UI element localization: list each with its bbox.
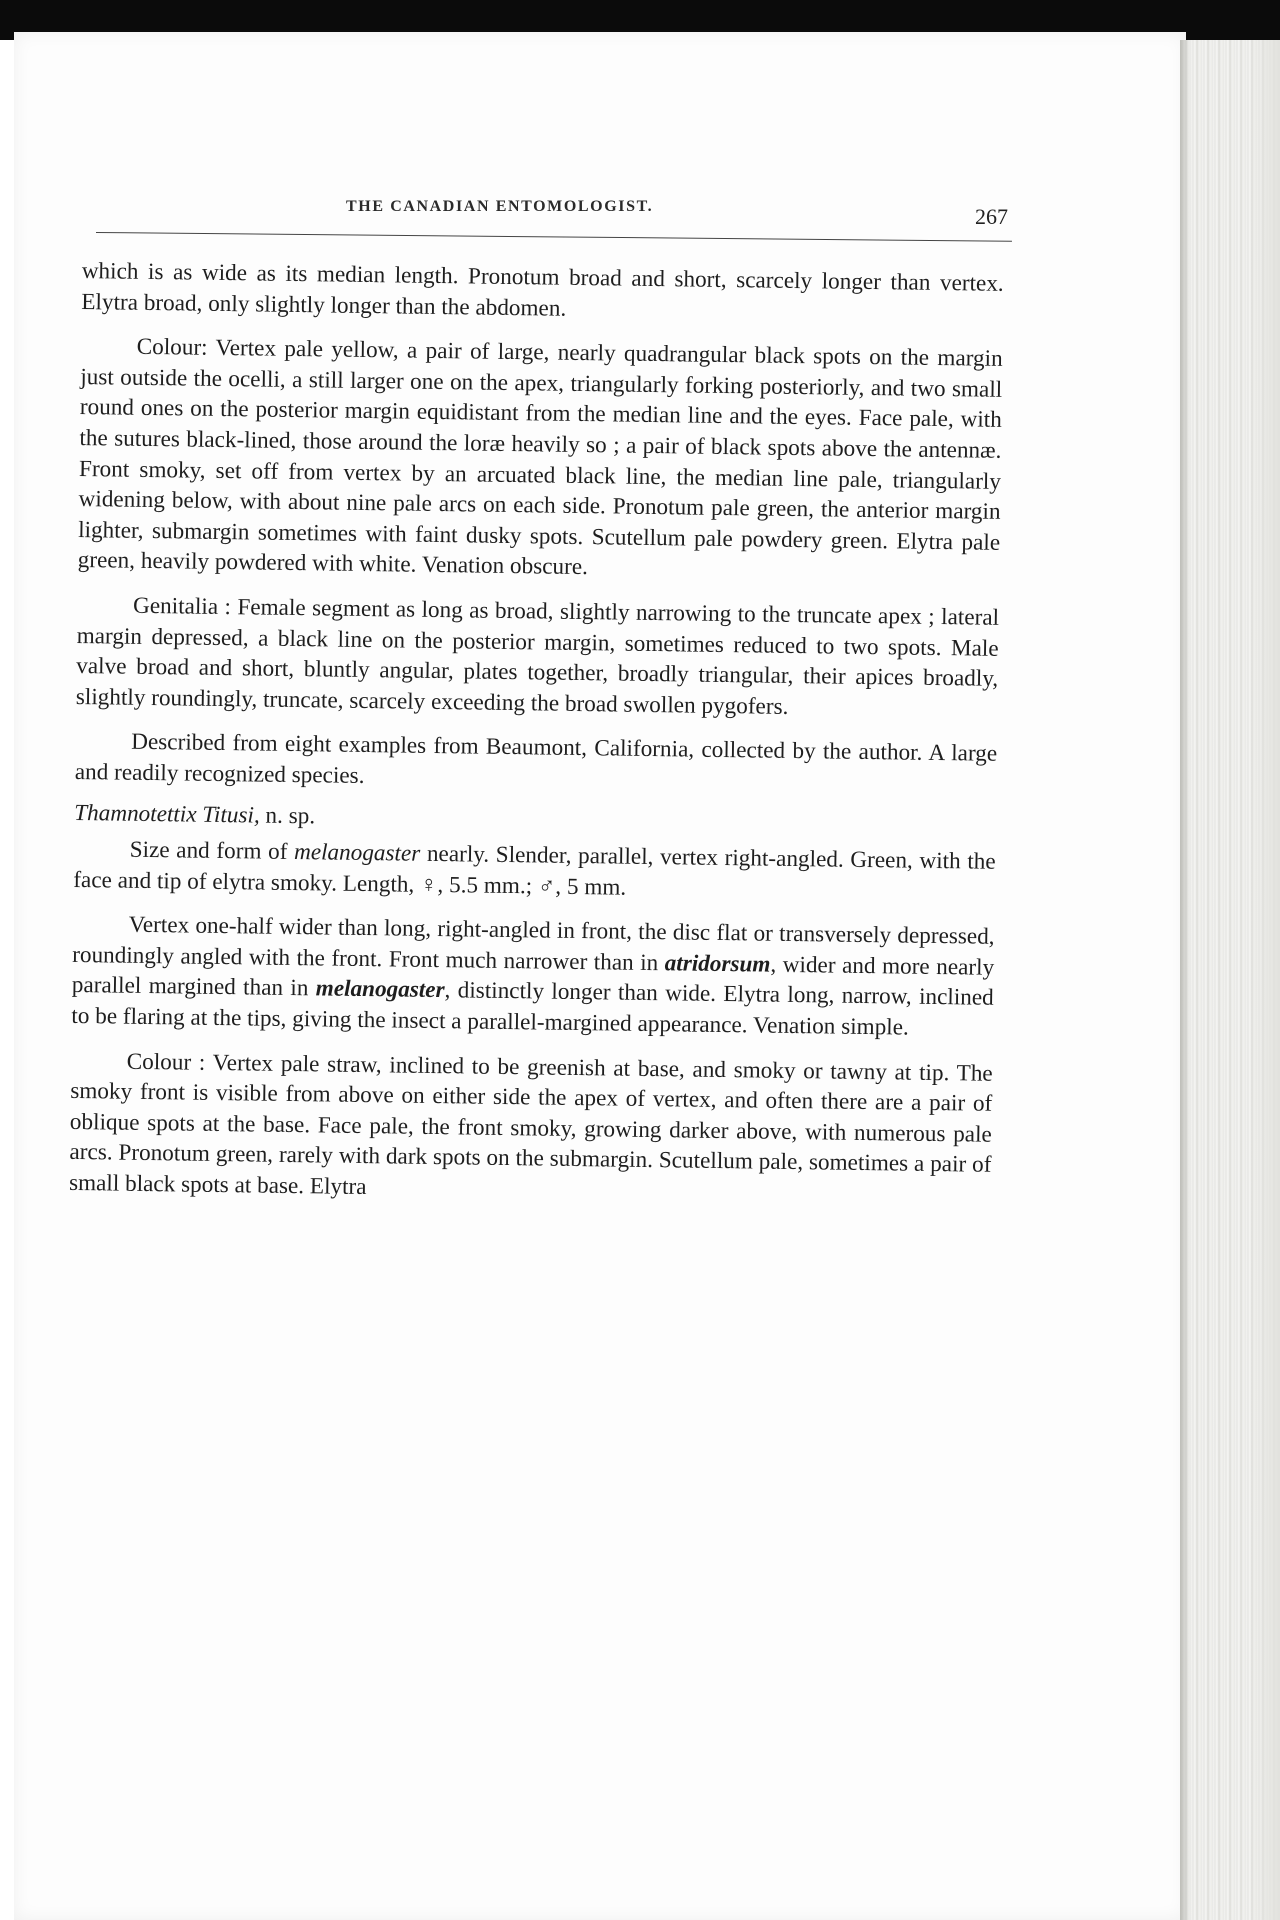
book-page-edges [1180,40,1280,1920]
paragraph-genitalia: Genitalia : Female segment as long as broad, slightly narrowing to the truncate apex ; lateral margin depressed, a black line on the posterior margin, sometimes reduced to two spots. Male valve broad and short, bluntly angular, plates together, broadly triangular, their apices broadly, slightly roundingly, truncate, scarcely exceeding the broad swollen pygofers. [75,592,1000,720]
species-ref-melanogaster: melanogaster [315,975,445,1004]
page-header [96,196,1016,256]
paragraph-described: Described from eight examples from Beaumont, California, collected by the author. A large and readily recognized species. [74,729,998,789]
text-run: Vertex one-half wider than long, right-angled in front, the disc flat or transversely depressed, roundingly angled with the front. Front much narrower than in [72,911,995,977]
running-title: THE CANADIAN ENTOMOLOGIST. [346,198,654,215]
header-rule [96,232,1012,242]
body-text [69,256,1004,1211]
paragraph-size-form [73,834,996,908]
species-name: Thamnotettix Titusi, [74,799,260,829]
text-run: Size and form of [129,836,295,866]
text-run: nearly. Slender, parallel, vertex right-angled. Green, with the face and tip of elytra smoky. Length, ♀, 5.5 mm.; ♂, 5 mm. [73,840,996,901]
text-run: , wider and more nearly parallel margined than in [71,951,995,1002]
paragraph-colour-2: Colour : Vertex pale straw, inclined to be greenish at base, and smoky or tawny at tip. The smoky front is visible from above on either side the apex of vertex, and often there are a pair of oblique spots at the base. Face pale, the front smoky, growing darker above, with numerous pale arcs. Pronotum green, rarely with dark spots on the submargin. Scutellum pale, sometimes a pair of small black spots at base. Elytra [68,1048,993,1201]
text-run: , distinctly longer than wide. Elytra long, narrow, inclined to be flaring at the tips, giving the insect a parallel-margined appearance. Venation simple. [71,977,994,1041]
species-heading [74,797,996,840]
paragraph-colour: Colour: Vertex pale yellow, a pair of large, nearly quadrangular black spots on the margin just outside the ocelli, a still larger one on the apex, triangularly forking posteriorly, and two small round ones on the posterior margin equidistant from the median line and the eyes. Face pale, with the sutures black-lined, those around the loræ heavily so ; a pair of black spots above the antennæ. Front smoky, set off from vertex by an arcuated black line, the median line pale, triangularly widening below, with about nine pale arcs on each side. Pronotum pale green, the anterior margin lighter, submargin sometimes with faint dusky spots. Scutellum pale powdery green. Elytra pale green, heavily powdered with white. Venation obscure. [77,333,1003,581]
species-ref-atridorsum: atridorsum [664,950,771,978]
paragraph-continuation: which is as wide as its median length. Pronotum broad and short, scarcely longer than vertex. Elytra broad, only slightly longer than the abdomen. [81,257,1004,322]
page-number: 267 [975,204,1008,229]
species-status: n. sp. [259,802,316,829]
paragraph-vertex [71,909,995,1044]
species-ref-melanogaster: melanogaster [293,839,421,867]
